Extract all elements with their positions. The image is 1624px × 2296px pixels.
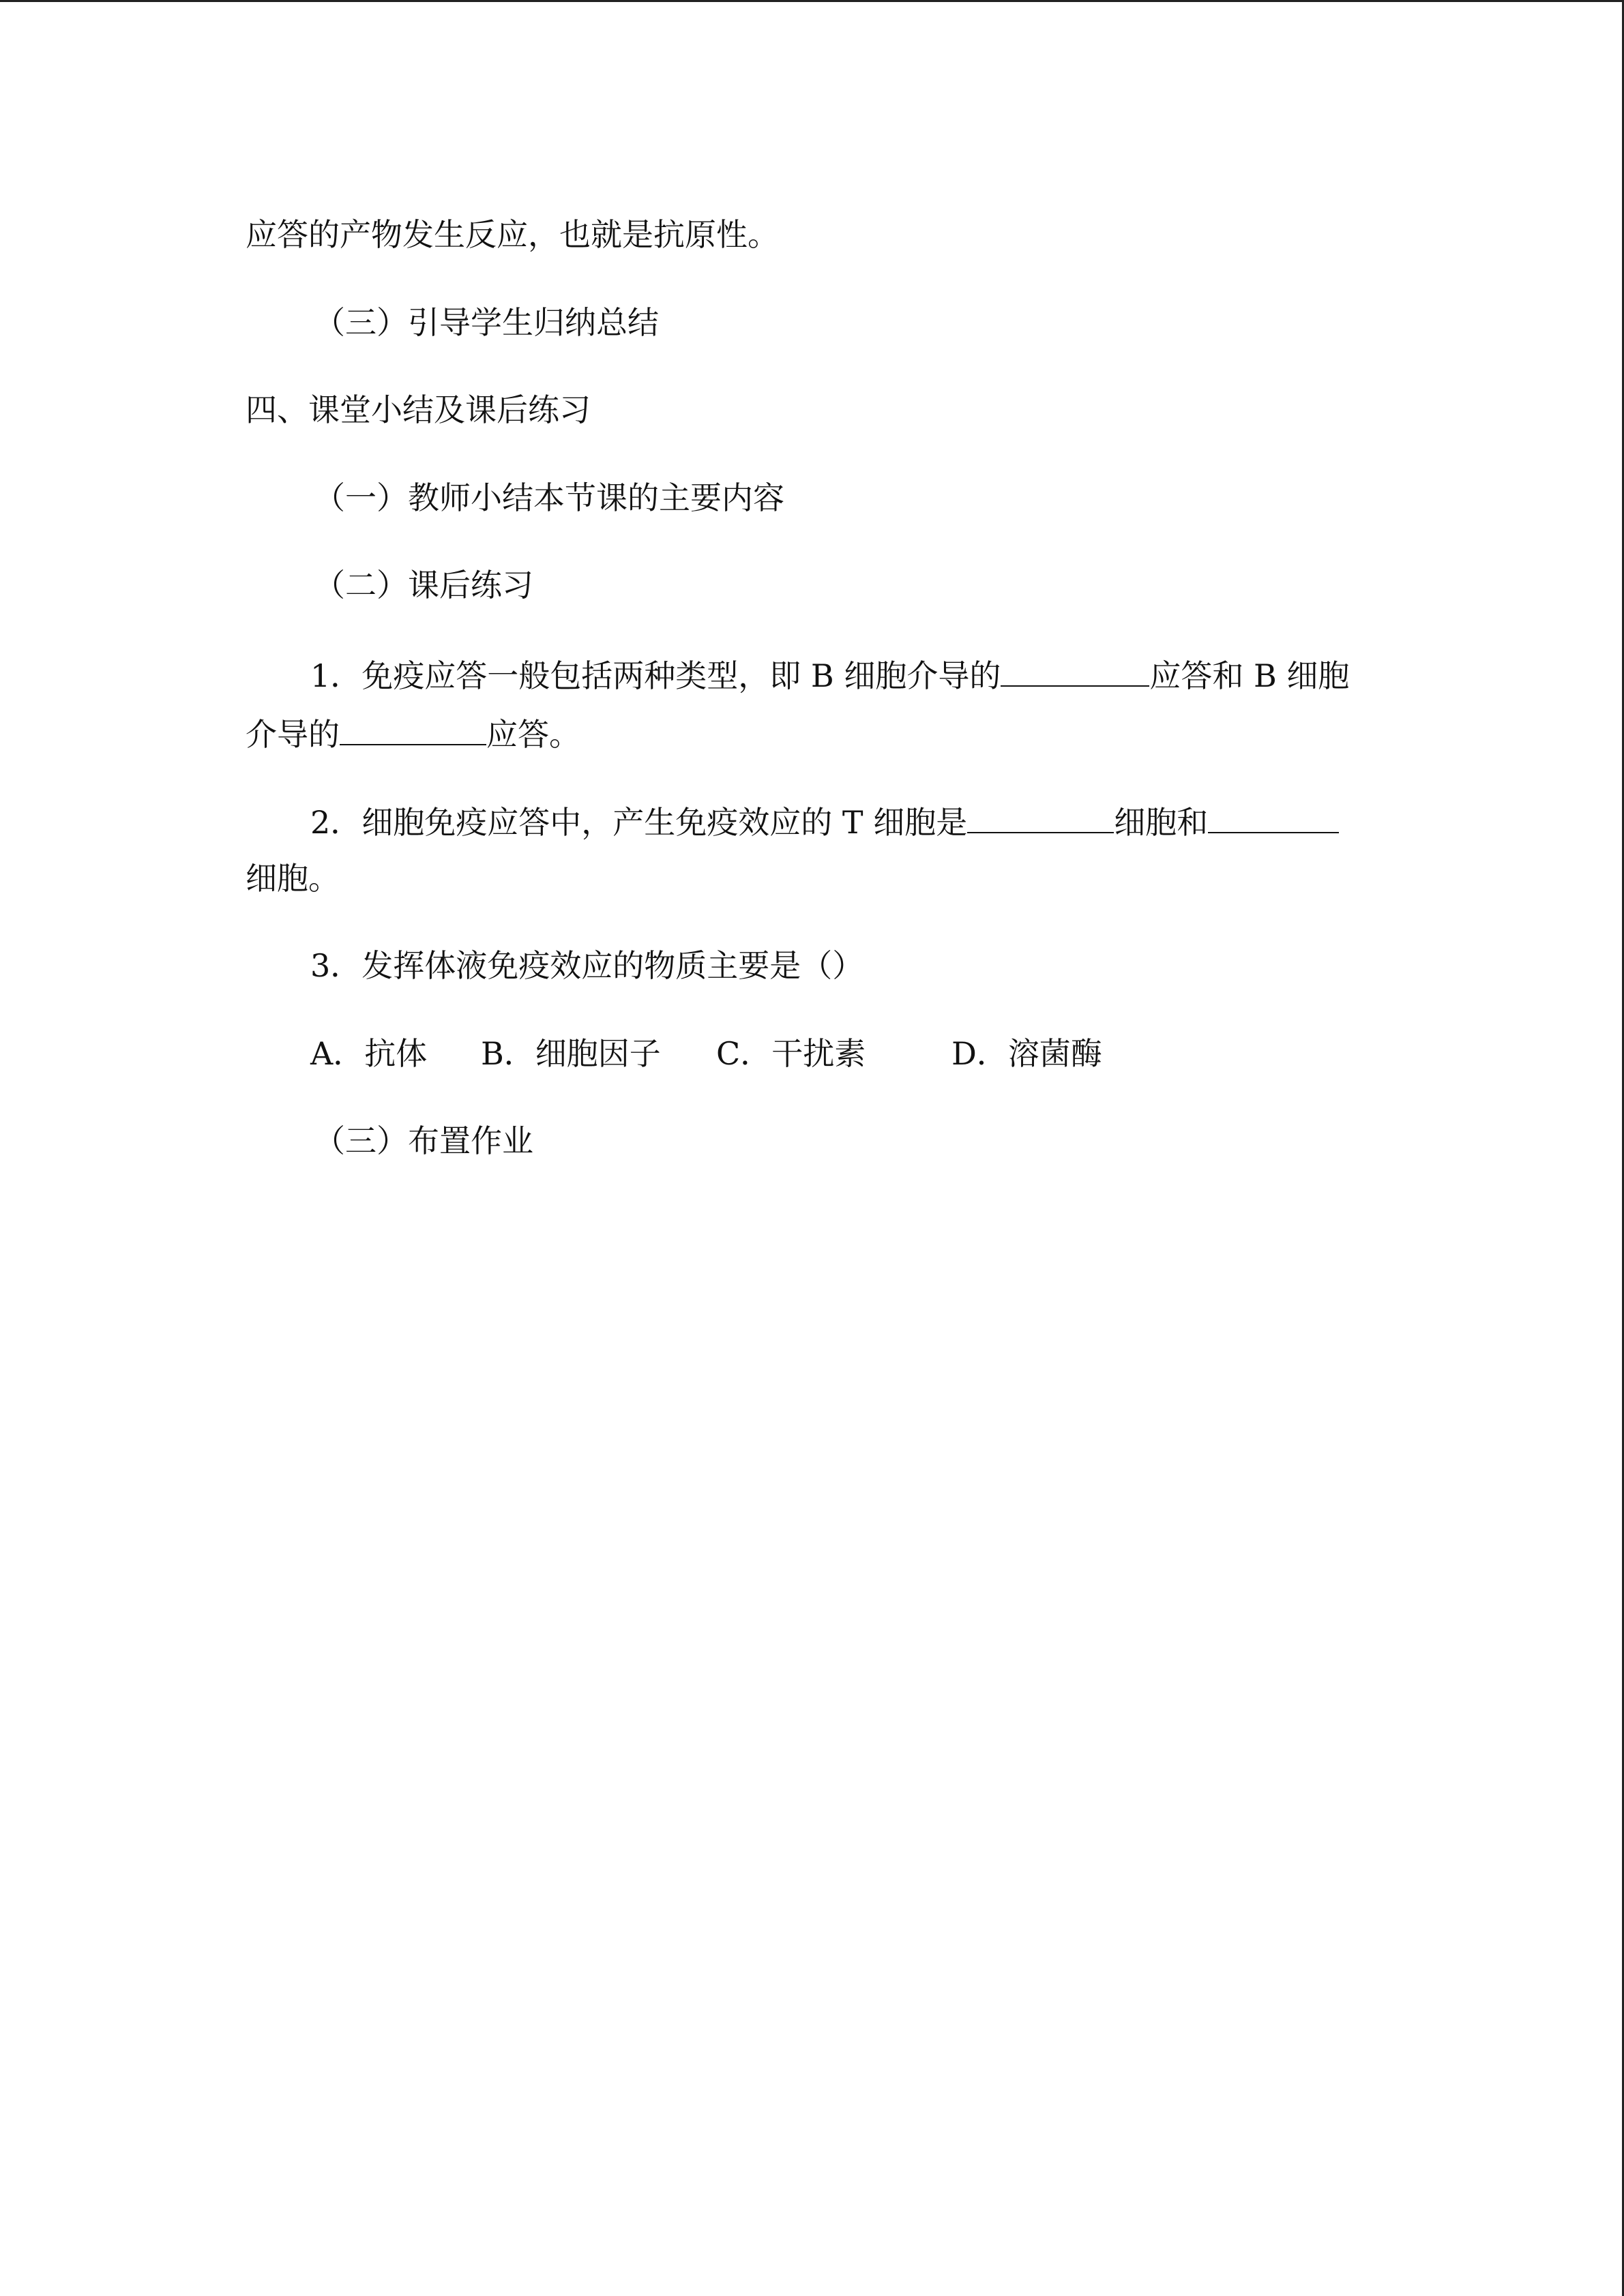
question-2-blank-1[interactable]: [967, 801, 1114, 833]
subheading-teacher-summary: （一）教师小结本节课的主要内容: [314, 479, 784, 516]
question-1-line-2: [246, 713, 580, 754]
question-2-line-1: [310, 801, 1339, 841]
choice-c[interactable]: C．干扰素: [716, 1035, 866, 1072]
question-1-text-c: 介导的: [246, 716, 340, 753]
question-1-text-a: 1．免疫应答一般包括两种类型，即 B 细胞介导的: [310, 657, 1001, 694]
question-1-blank-2[interactable]: [340, 713, 486, 745]
question-2-text-a: 2．细胞免疫应答中，产生免疫效应的 T 细胞是: [310, 804, 968, 841]
choice-b[interactable]: B．细胞因子: [481, 1035, 661, 1072]
paragraph-continuation: 应答的产物发生反应，也就是抗原性。: [246, 216, 779, 253]
page-top-border: [0, 0, 1624, 2]
section-heading-four: 四、课堂小结及课后练习: [246, 391, 591, 428]
choice-a[interactable]: A．抗体: [310, 1035, 428, 1072]
choice-d[interactable]: D．溶菌酶: [951, 1035, 1102, 1072]
subheading-summary-guide: （三）引导学生归纳总结: [314, 304, 659, 341]
question-1-line-1: [310, 654, 1349, 695]
subheading-exercises: （二）课后练习: [314, 567, 533, 603]
question-2-text-b: 细胞和: [1114, 804, 1209, 841]
question-2-line-2: 细胞。: [246, 860, 340, 897]
subheading-homework: （三）布置作业: [314, 1122, 533, 1159]
question-2-blank-2[interactable]: [1208, 801, 1339, 833]
question-1-text-d: 应答。: [486, 716, 580, 753]
question-3: 3．发挥体液免疫效应的物质主要是（）: [310, 947, 864, 984]
question-1-text-b: 应答和 B 细胞: [1149, 657, 1350, 694]
question-1-blank-1[interactable]: [1001, 654, 1149, 687]
